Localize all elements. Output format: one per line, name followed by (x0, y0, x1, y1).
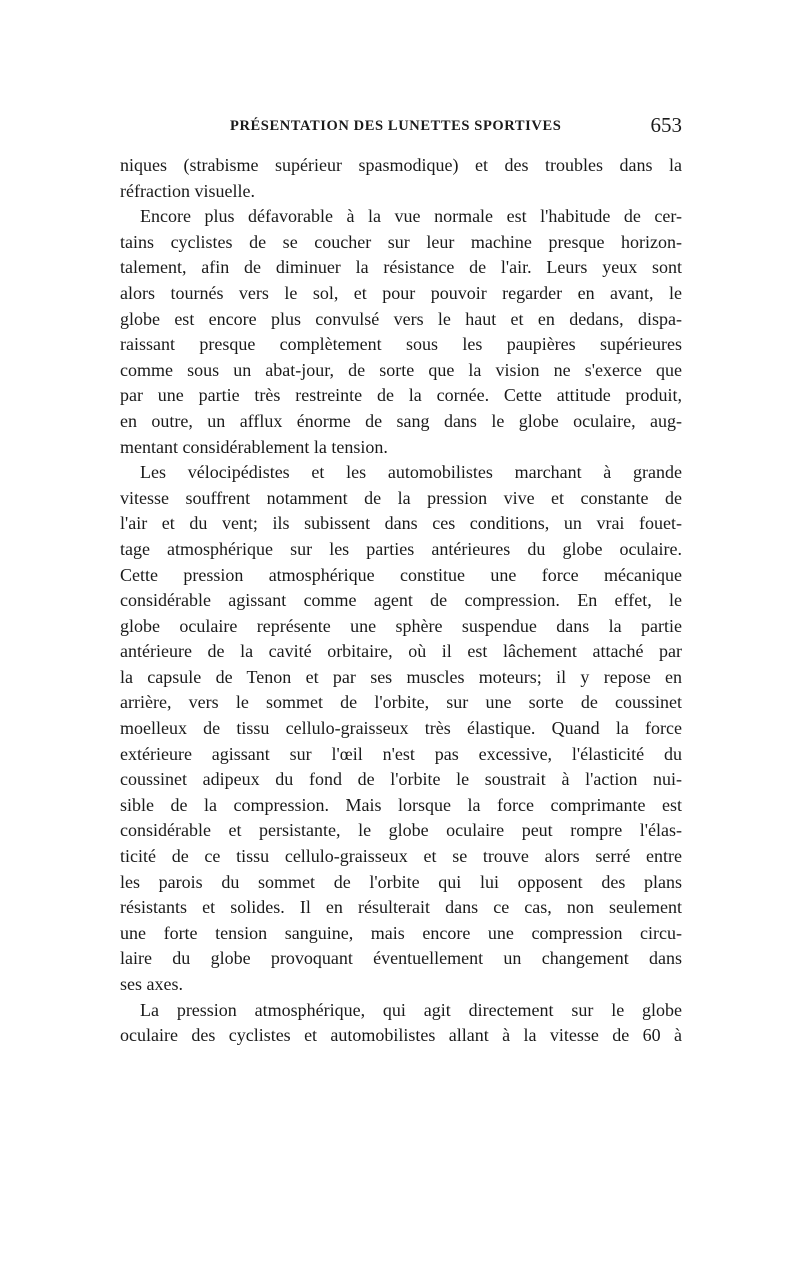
text-line: mentant considérablement la tension. (120, 436, 388, 457)
text-line: l'air et du vent; ils subissent dans ces conditions, un vrai fouet- (120, 513, 682, 534)
text-line: oculaire des cyclistes et automobilistes allant à la vitesse de 60 à (120, 1025, 682, 1046)
text-line: les parois du sommet de l'orbite qui lui opposent des plans (120, 871, 682, 892)
text-line: réfraction visuelle. (120, 180, 255, 201)
text-line: considérable agissant comme agent de compression. En effet, le (120, 590, 682, 611)
text-line: vitesse souffrent notamment de la pression vive et constante de (120, 487, 682, 508)
text-line: alors tournés vers le sol, et pour pouvoir regarder en avant, le (120, 282, 682, 303)
text-line: arrière, vers le sommet de l'orbite, sur une sorte de coussinet (120, 692, 682, 713)
text-line: en outre, un afflux énorme de sang dans le globe oculaire, aug- (120, 410, 682, 431)
text-line: tage atmosphérique sur les parties antérieures du globe oculaire. (120, 538, 682, 559)
text-line: globe est encore plus convulsé vers le haut et en dedans, dispa- (120, 308, 682, 329)
text-line: globe oculaire représente une sphère suspendue dans la partie (120, 615, 682, 636)
text-line: une forte tension sanguine, mais encore une compression circu- (120, 922, 682, 943)
text-line: niques (strabisme supérieur spasmodique) et des troubles dans la (120, 155, 682, 175)
text-line: ses axes. (120, 974, 183, 994)
text-line: par une partie très restreinte de la cornée. Cette attitude produit, (120, 385, 682, 406)
text-line: ticité de ce tissu cellulo-graisseux et se trouve alors serré entre (120, 846, 682, 867)
running-title: PRÉSENTATION DES LUNETTES SPORTIVES (230, 118, 562, 134)
text-line: sible de la compression. Mais lorsque la force comprimante est (120, 794, 682, 815)
text-line: Les vélocipédistes et les automobilistes marchant à grande (140, 462, 682, 483)
text-line: laire du globe provoquant éventuellement un changement dans (120, 948, 682, 969)
text-line: antérieure de la cavité orbitaire, où il est lâchement attaché par (120, 641, 682, 662)
body-text (120, 153, 682, 1049)
text-line: Encore plus défavorable à la vue normale est l'habitude de cer- (140, 206, 682, 227)
text-line: La pression atmosphérique, qui agit directement sur le globe (140, 999, 682, 1020)
text-line: moelleux de tissu cellulo-graisseux très élastique. Quand la force (120, 718, 682, 739)
page-header (120, 113, 682, 140)
text-line: extérieure agissant sur l'œil n'est pas excessive, l'élasticité du (120, 743, 682, 764)
text-line: tains cyclistes de se coucher sur leur machine presque horizon- (120, 231, 682, 252)
text-line: la capsule de Tenon et par ses muscles moteurs; il y repose en (120, 666, 682, 687)
page-number: 653 (650, 113, 682, 137)
text-line: raissant presque complètement sous les paupières supérieures (120, 334, 682, 355)
text-line: coussinet adipeux du fond de l'orbite le soustrait à l'action nui- (120, 769, 682, 790)
text-line: résistants et solides. Il en résulterait dans ce cas, non seulement (120, 897, 682, 918)
text-line: talement, afin de diminuer la résistance de l'air. Leurs yeux sont (120, 257, 682, 278)
text-line: considérable et persistante, le globe oculaire peut rompre l'élas- (120, 820, 682, 841)
text-line: comme sous un abat-jour, de sorte que la vision ne s'exerce que (120, 359, 682, 380)
text-line: Cette pression atmosphérique constitue une force mécanique (120, 564, 682, 585)
